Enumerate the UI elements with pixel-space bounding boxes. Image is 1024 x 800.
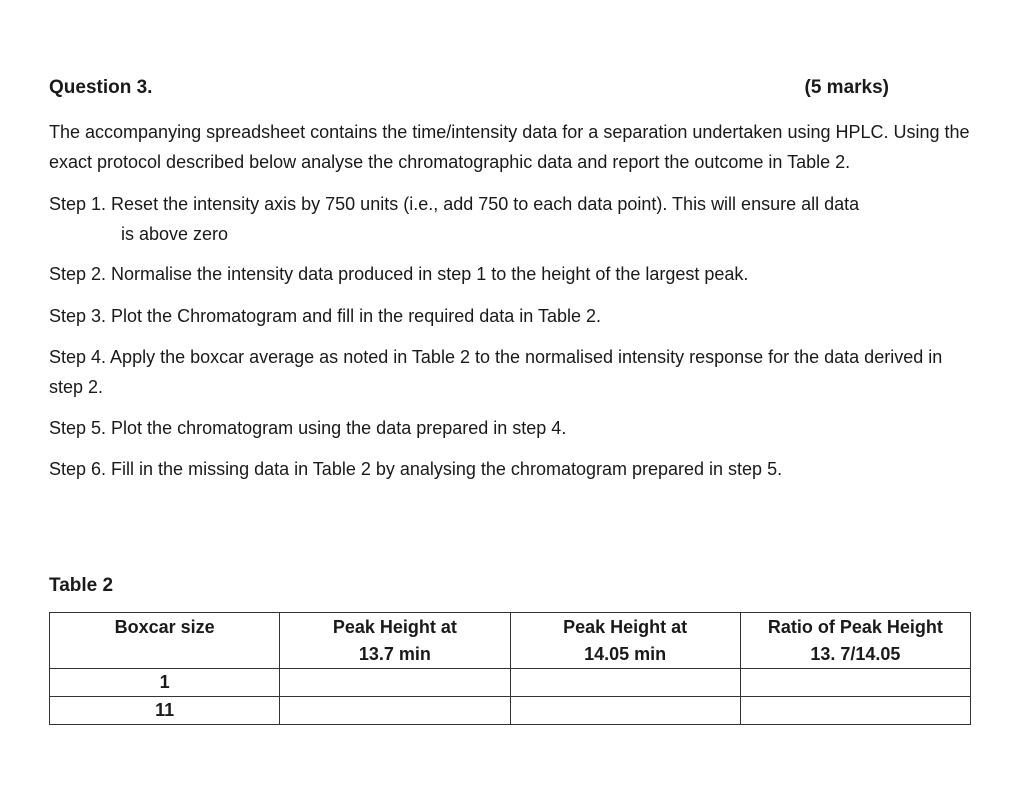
header-line: Peak Height at <box>332 617 457 637</box>
step-1 <box>49 189 971 249</box>
question-header <box>49 74 971 102</box>
step-5: Step 5. Plot the chromatogram using the data prepared in step 4. <box>49 418 567 438</box>
step-2: Step 2. Normalise the intensity data produced in step 1 to the height of the largest peak. <box>49 264 749 284</box>
header-line: Ratio of Peak Height <box>767 617 943 637</box>
cell-ratio <box>740 697 970 725</box>
question-title: Question 3. <box>49 77 153 98</box>
step-1-text: Step 1. Reset the intensity axis by 750 units (i.e., add 750 to each data point). This will ensure all data <box>49 194 860 214</box>
cell-peak-14-05 <box>510 697 740 725</box>
cell-peak-13-7 <box>280 697 510 725</box>
table-title: Table 2 <box>49 575 114 596</box>
step-6: Step 6. Fill in the missing data in Table 2 by analysing the chromatogram prepared in step 5. <box>49 459 783 479</box>
table-row <box>50 697 971 725</box>
header-line: 14.05 min <box>584 644 667 664</box>
cell-peak-14-05 <box>510 669 740 697</box>
step-1-continuation: is above zero <box>121 224 229 244</box>
table-row <box>50 669 971 697</box>
step-3: Step 3. Plot the Chromatogram and fill in the required data in Table 2. <box>49 306 601 326</box>
table-header-row <box>50 613 971 669</box>
results-table <box>49 612 971 725</box>
cell-boxcar-size: 1 <box>50 669 280 697</box>
header-ratio <box>740 613 970 669</box>
header-line: 13.7 min <box>358 644 431 664</box>
header-boxcar-size <box>50 613 280 669</box>
header-line: Peak Height at <box>563 617 688 637</box>
cell-boxcar-size: 11 <box>50 697 280 725</box>
header-line: Boxcar size <box>114 617 215 637</box>
cell-peak-13-7 <box>280 669 510 697</box>
header-peak-height-13-7 <box>280 613 510 669</box>
intro-paragraph: The accompanying spreadsheet contains the time/intensity data for a separation undertaken using HPLC. Using the exact protocol described below analyse the chromatographic data and report the outcome in Table 2. <box>49 122 970 172</box>
question-marks: (5 marks) <box>804 77 889 98</box>
question-page <box>49 74 971 720</box>
step-4: Step 4. Apply the boxcar average as noted in Table 2 to the normalised intensity response for the data derived in step 2. <box>49 347 943 397</box>
cell-ratio <box>740 669 970 697</box>
header-line: 13. 7/14.05 <box>810 644 901 664</box>
header-peak-height-14-05 <box>510 613 740 669</box>
